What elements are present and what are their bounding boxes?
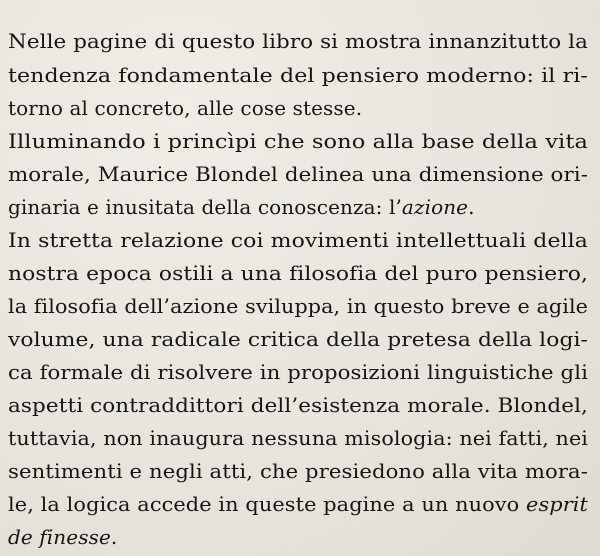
text-line (8, 260, 588, 286)
text-line (8, 62, 588, 88)
text-line (8, 425, 588, 451)
text-segment: sentimenti e negli atti, che presiedono alla vita mora- (8, 459, 588, 483)
text-segment: . (468, 195, 475, 219)
text-segment: In stretta relazione coi movimenti intellettuali della (8, 228, 588, 252)
text-segment: tendenza fondamentale del pensiero moderno: il ri- (8, 63, 588, 87)
text-segment: le, la logica accede in queste pagine a un nuovo (8, 492, 527, 516)
text-segment: nostra epoca ostili a una filosofia del puro pensiero, (8, 261, 588, 285)
text-line (8, 128, 588, 154)
text-line (8, 194, 475, 220)
italic-text: de finesse (8, 525, 111, 549)
text-line (8, 161, 588, 187)
text-segment: volume, una radicale critica della pretesa della logi- (8, 327, 588, 351)
text-segment: la filosofia dell’azione sviluppa, in questo breve e agile (8, 294, 588, 318)
text-segment: morale, Maurice Blondel delinea una dimensione ori- (8, 162, 588, 186)
text-segment: ginaria e inusitata della conoscenza: l’ (8, 195, 402, 219)
text-line (8, 95, 362, 121)
text-segment: . (110, 525, 118, 549)
text-segment: ca formale di risolvere in proposizioni linguistiche gli (8, 360, 588, 384)
italic-text: azione (401, 195, 469, 219)
text-line (8, 524, 117, 550)
text-segment: tuttavia, non inaugura nessuna misologia: nei fatti, nei (8, 426, 589, 450)
italic-text: esprit (526, 492, 588, 516)
text-line (8, 458, 588, 484)
text-line (8, 227, 588, 253)
text-line (8, 28, 588, 54)
text-segment: torno al concreto, alle cose stesse. (8, 96, 363, 120)
text-line (8, 359, 588, 385)
text-line (8, 491, 588, 517)
text-line (8, 293, 588, 319)
text-segment: Illuminando i princìpi che sono alla base della vita (8, 129, 588, 153)
text-line (8, 392, 588, 418)
text-segment: Nelle pagine di questo libro si mostra innanzitutto la (8, 29, 588, 53)
text-segment: aspetti contraddittori dell’esistenza morale. Blondel, (8, 393, 588, 417)
text-line (8, 326, 588, 352)
